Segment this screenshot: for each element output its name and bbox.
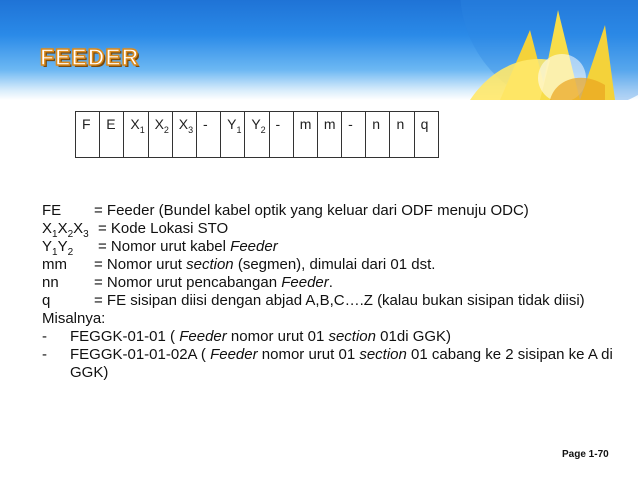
code-cell: $Y_1$ xyxy=(221,112,245,158)
code-cell: n xyxy=(366,112,390,158)
code-cell: F xyxy=(76,112,100,158)
definition-text: = Kode Lokasi STO xyxy=(98,220,229,237)
definition-x xyxy=(42,220,622,238)
definition-term: nn xyxy=(42,274,59,291)
code-cell: m xyxy=(293,112,317,158)
list-dash: - xyxy=(42,328,47,345)
code-cell: E xyxy=(100,112,124,158)
definitions-list xyxy=(42,202,622,382)
example-item: - FEGGK-01-01 ( Feeder nomor urut 01 section 01di GGK) xyxy=(42,328,452,345)
list-dash: - xyxy=(42,346,47,363)
definition-nn xyxy=(42,274,622,292)
code-cell: $X_1$ xyxy=(124,112,148,158)
definition-term: $X_1X_2X_3$ xyxy=(42,220,89,240)
definition-mm xyxy=(42,256,622,274)
code-cell: - xyxy=(269,112,293,158)
example-item: - FEGGK-01-01-02A ( Feeder nomor urut 01 section 01 cabang ke 2 sisipan ke A di GGK) xyxy=(42,346,613,381)
slide-title: FEEDER xyxy=(40,44,140,70)
code-cell: n xyxy=(390,112,414,158)
sun-logo-icon xyxy=(430,0,638,100)
definition-text: = Nomor urut section (segmen), dimulai dari 01 dst. xyxy=(94,256,436,273)
code-cell: m xyxy=(317,112,341,158)
definition-fe xyxy=(42,202,622,220)
definition-text: = Nomor urut pencabangan Feeder. xyxy=(94,274,333,291)
definition-term: mm xyxy=(42,256,67,273)
feeder-code-table xyxy=(75,111,439,158)
code-cell: $X_3$ xyxy=(172,112,196,158)
definition-q xyxy=(42,292,622,310)
definition-text: = FE sisipan diisi dengan abjad A,B,C….Z (kalau bukan sisipan tidak diisi) xyxy=(94,292,585,309)
code-cell: $X_2$ xyxy=(148,112,172,158)
definition-text: = Feeder (Bundel kabel optik yang keluar dari ODF menuju ODC) xyxy=(94,202,529,219)
definition-term: q xyxy=(42,292,51,309)
page-number: Page 1-70 xyxy=(562,449,609,460)
header-banner xyxy=(0,0,638,100)
code-cell: - xyxy=(196,112,220,158)
definition-term: FE xyxy=(42,202,62,219)
examples-intro: Misalnya: xyxy=(42,310,106,327)
code-row xyxy=(76,112,439,158)
definition-y xyxy=(42,238,622,256)
code-cell: - xyxy=(342,112,366,158)
definition-text: = Nomor urut kabel Feeder xyxy=(98,238,278,255)
code-cell: $Y_2$ xyxy=(245,112,269,158)
code-cell: q xyxy=(414,112,438,158)
definition-term: $Y_1Y_2$ xyxy=(42,238,74,258)
